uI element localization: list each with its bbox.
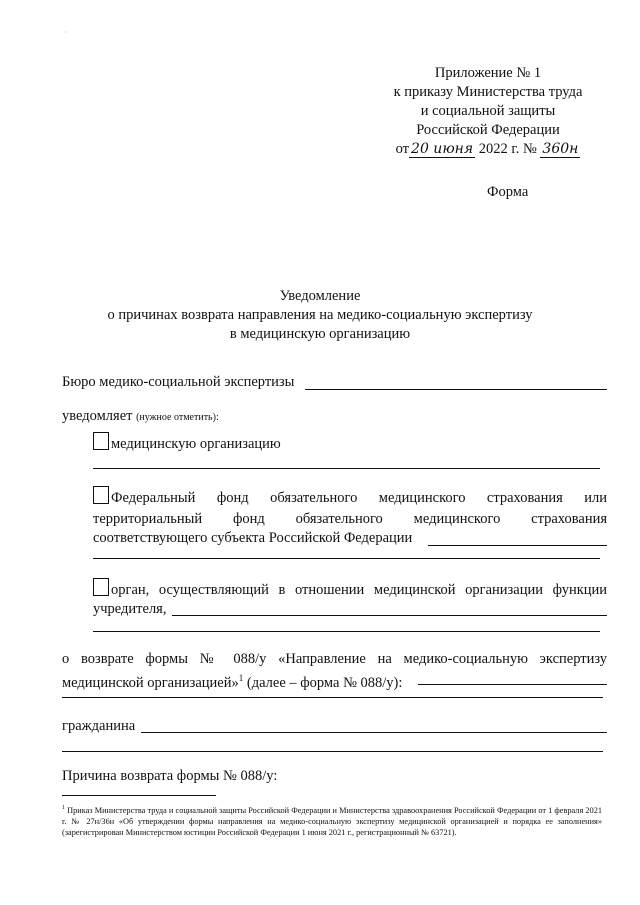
appendix-date-line	[368, 140, 608, 159]
option-founder-organ-line-2: учредителя,	[93, 601, 167, 617]
handwritten-date: 20 июня	[411, 141, 474, 157]
word: орган,	[111, 582, 150, 598]
word: обязательного	[295, 511, 383, 527]
option-federal-fund-line-3: соответствующего субъекта Российской Федерации	[93, 530, 413, 546]
word: «Направление	[278, 651, 366, 667]
word: фонд	[232, 511, 265, 527]
word: осуществляющий	[158, 582, 269, 598]
option2-inline-fill-line[interactable]	[428, 545, 607, 546]
return-form-line-1	[62, 649, 607, 669]
footnote-separator	[62, 795, 216, 796]
footnote-mark: 1	[62, 805, 65, 811]
citizen-fill-line-2[interactable]	[62, 751, 603, 752]
option1-fill-line[interactable]	[93, 468, 600, 469]
word: территориальный	[93, 511, 203, 527]
word: медицинского	[378, 490, 466, 506]
word: фонд	[216, 490, 249, 506]
option3-fill-line[interactable]	[93, 631, 600, 632]
footnote	[62, 803, 602, 838]
handwritten-order-number: 360н	[542, 141, 579, 157]
word: 088/у	[233, 651, 267, 667]
reason-label: Причина возврата формы № 088/у:	[62, 768, 278, 784]
checkbox-founder-organ[interactable]	[93, 578, 109, 596]
word: медицинского	[413, 511, 501, 527]
checkbox-federal-fund[interactable]	[93, 486, 109, 504]
scan-speck: ·	[64, 28, 67, 37]
word: Федеральный	[111, 490, 196, 506]
appendix-title: Приложение № 1	[434, 65, 542, 81]
bureau-fill-line[interactable]	[305, 389, 607, 390]
notifies-label: уведомляет	[62, 408, 133, 424]
word: о	[62, 651, 70, 667]
checkbox-medical-organization[interactable]	[93, 432, 109, 450]
word: страхования	[486, 490, 563, 506]
bureau-label: Бюро медико-социальной экспертизы	[62, 374, 295, 390]
title-line-2: о причинах возврата направления на медико-социальную экспертизу	[107, 307, 533, 323]
word: медико-социальную	[403, 651, 528, 667]
date-year: 2022 г. №	[478, 141, 537, 157]
appendix-block	[368, 64, 608, 159]
appendix-country-line: Российской Федерации	[416, 122, 560, 138]
option-federal-fund-line-1	[111, 488, 607, 508]
option-federal-fund-line-2	[93, 509, 607, 529]
word: в	[278, 582, 286, 598]
word: функции	[552, 582, 608, 598]
word: экспертизу	[539, 651, 608, 667]
option-medical-organization: медицинскую организацию	[111, 436, 281, 452]
return-form-fill-line[interactable]	[62, 697, 603, 698]
option3-inline-fill-line[interactable]	[172, 615, 607, 616]
word: страхования	[531, 511, 608, 527]
word: обязательного	[270, 490, 358, 506]
word: медицинской	[373, 582, 456, 598]
notifies-line	[62, 406, 219, 428]
word: на	[377, 651, 392, 667]
word: №	[199, 651, 222, 667]
word: возврате	[80, 651, 134, 667]
footnote-text: Приказ Министерства труда и социальной защиты Российской Федерации и Министерства здравоохранения Российской Федерации от 1 февраля 2021 г. № 27н/36н «Об утверждении формы направления на медико-социальную экспертизу медицинской организацией и порядка ее заполнения» (зарегистрирован Министерством юстиции Российской Федерации 1 июня 2021 г., регистрационный № 63721).	[62, 805, 602, 837]
return-form-line-2	[62, 668, 402, 693]
form-label: Форма	[487, 184, 529, 200]
return-form-inline-fill-line[interactable]	[418, 684, 607, 685]
citizen-fill-line[interactable]	[141, 732, 607, 733]
word: формы	[145, 651, 188, 667]
word: или	[584, 490, 608, 506]
footnote-ref: 1	[238, 673, 244, 683]
title-line-3: в медицинскую организацию	[229, 326, 411, 342]
title-line-1: Уведомление	[279, 288, 361, 304]
word: отношении	[294, 582, 365, 598]
appendix-ministry-line: и социальной защиты	[420, 103, 556, 119]
option2-fill-line[interactable]	[93, 558, 600, 559]
form-name-text: медицинской организацией»	[62, 674, 239, 691]
appendix-order-line: к приказу Министерства труда	[393, 84, 583, 100]
word: организации	[465, 582, 544, 598]
document-title	[60, 287, 580, 344]
option-founder-organ-line-1	[111, 580, 607, 600]
citizen-label: гражданина	[62, 718, 136, 734]
notifies-hint: (нужное отметить):	[136, 412, 219, 423]
date-prefix: от	[395, 141, 410, 157]
form-alias-text: (далее – форма № 088/у):	[243, 674, 403, 691]
